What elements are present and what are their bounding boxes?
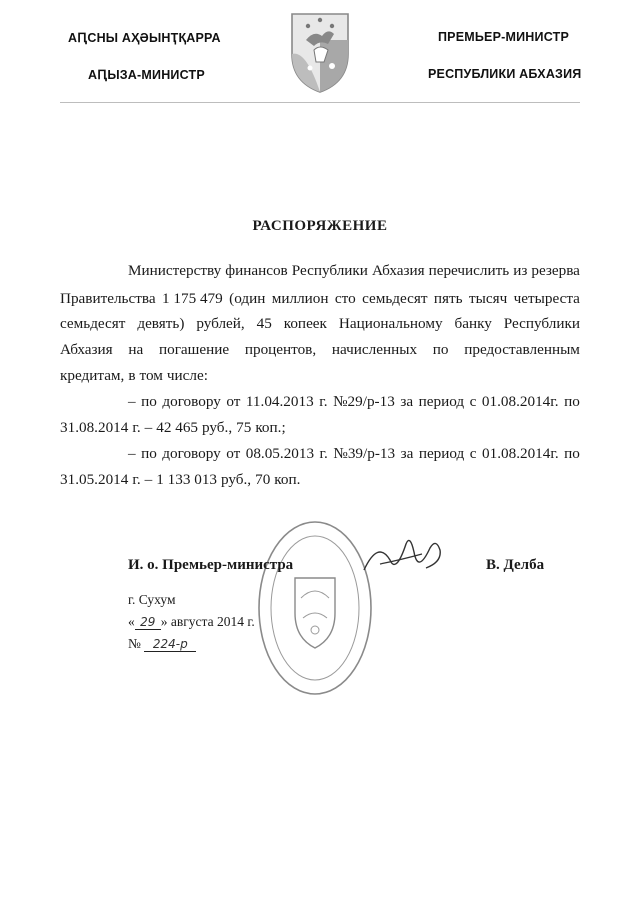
body-word: погашение: [158, 341, 230, 358]
body-word: 42 465: [156, 419, 199, 436]
body-word: 70: [255, 471, 271, 488]
body-word: начисленных: [331, 341, 418, 358]
body-line: [60, 341, 580, 359]
body-word: финансов: [225, 262, 288, 279]
body-word: том: [139, 367, 163, 384]
body-line: [128, 445, 580, 463]
body-word: период: [418, 445, 465, 462]
body-word: 11.04.2013: [245, 393, 314, 410]
body-word: с: [469, 445, 477, 462]
body-word: руб.,: [221, 471, 252, 488]
body-word: 01.08.2014г.: [481, 393, 559, 410]
signatory-position: И. о. Премьер-министра: [128, 557, 294, 573]
body-word: 01.08.2014г.: [482, 445, 559, 462]
body-word: рублей,: [196, 315, 245, 332]
body-word: 08.05.2013: [245, 445, 315, 462]
body-word: –: [128, 445, 136, 462]
body-word: в: [128, 367, 136, 384]
body-word: 31.08.2014: [60, 419, 129, 436]
issue-date: [128, 614, 255, 630]
body-word: из: [513, 262, 528, 279]
body-word: девять): [137, 315, 185, 332]
number-value: 224-р: [144, 637, 196, 652]
body-word: 31.05.2014: [60, 471, 129, 488]
body-word: банку: [454, 315, 492, 332]
body-word: –: [144, 419, 153, 436]
body-word: 1 133 013: [156, 471, 217, 488]
body-word: г.: [319, 445, 328, 462]
body-word: г.: [132, 471, 141, 488]
body-word: семьдесят: [60, 315, 126, 332]
body-word: договору: [162, 393, 221, 410]
place-of-issue: г. Сухум: [128, 592, 176, 607]
body-word: г.: [132, 419, 141, 436]
body-line: [60, 419, 286, 437]
body-line: [60, 290, 580, 308]
body-word: Абхазия: [60, 341, 113, 358]
body-word: пять: [433, 290, 463, 307]
body-word: договору: [162, 445, 221, 462]
body-word: по: [564, 445, 580, 462]
body-word: коп.;: [255, 419, 286, 436]
body-word: Национальному: [338, 315, 443, 332]
body-word: Правительства: [60, 290, 156, 307]
body-word: руб.,: [202, 419, 233, 436]
body-word: Министерству: [128, 262, 222, 279]
body-word: с: [469, 393, 477, 410]
body-word: кредитам,: [60, 367, 125, 384]
body-line: [128, 262, 580, 280]
body-word: –: [144, 471, 153, 488]
body-word: по: [432, 341, 449, 358]
header-left-line2: АԤЫЗА-МИНИСТР: [88, 68, 205, 82]
body-line: [60, 315, 580, 333]
body-word: Республики: [291, 262, 368, 279]
body-word: №39/р-13: [333, 445, 396, 462]
body-word: числе:: [166, 367, 208, 384]
abkhazia-coat-of-arms-icon: [288, 10, 352, 94]
document-number: [128, 636, 196, 652]
header-right-line1: ПРЕМЬЕР-МИНИСТР: [438, 30, 569, 44]
body-word: коп.: [274, 471, 301, 488]
body-word: за: [400, 393, 414, 410]
body-word: тысяч: [469, 290, 508, 307]
body-word: сто: [334, 290, 356, 307]
body-word: по: [141, 445, 157, 462]
body-word: копеек: [283, 315, 327, 332]
body-word: по: [141, 393, 157, 410]
date-month-year: августа 2014 г.: [170, 614, 255, 629]
body-word: четыреста: [513, 290, 580, 307]
date-day: 29: [135, 615, 161, 630]
header-divider: [60, 102, 580, 103]
official-stamp-icon: [255, 518, 375, 698]
body-word: №29/р-13: [333, 393, 395, 410]
header-right-line2: РЕСПУБЛИКИ АБХАЗИЯ: [428, 67, 582, 81]
body-word: за: [400, 445, 414, 462]
body-word: на: [128, 341, 144, 358]
body-word: миллион: [271, 290, 329, 307]
date-close-quote: »: [160, 614, 168, 629]
body-word: 75: [236, 419, 252, 436]
body-word: от: [226, 393, 241, 410]
body-word: предоставленным: [464, 341, 580, 358]
body-word: Республики: [503, 315, 580, 332]
body-word: от: [226, 445, 241, 462]
body-word: по: [564, 393, 580, 410]
body-word: перечислить: [428, 262, 510, 279]
body-word: г.: [319, 393, 328, 410]
header-left-line1: АԤСНЫ АҲӘЫНҬҚАРРА: [68, 31, 221, 45]
body-line: [128, 393, 580, 411]
body-word: период: [418, 393, 465, 410]
signatory-name: В. Делба: [486, 557, 545, 573]
handwritten-signature-icon: [360, 530, 450, 580]
body-word: –: [128, 393, 136, 410]
body-line: [60, 367, 208, 385]
document-title: РАСПОРЯЖЕНИЕ: [252, 218, 388, 234]
body-word: процентов,: [244, 341, 317, 358]
body-word: (один: [229, 290, 266, 307]
body-word: Абхазия: [371, 262, 425, 279]
body-word: семьдесят: [362, 290, 428, 307]
body-word: резерва: [531, 262, 580, 279]
date-open-quote: «: [128, 614, 135, 629]
body-word: 1 175 479: [161, 290, 223, 307]
body-word: 45: [256, 315, 272, 332]
body-line: [60, 471, 300, 489]
number-label: №: [128, 636, 141, 651]
